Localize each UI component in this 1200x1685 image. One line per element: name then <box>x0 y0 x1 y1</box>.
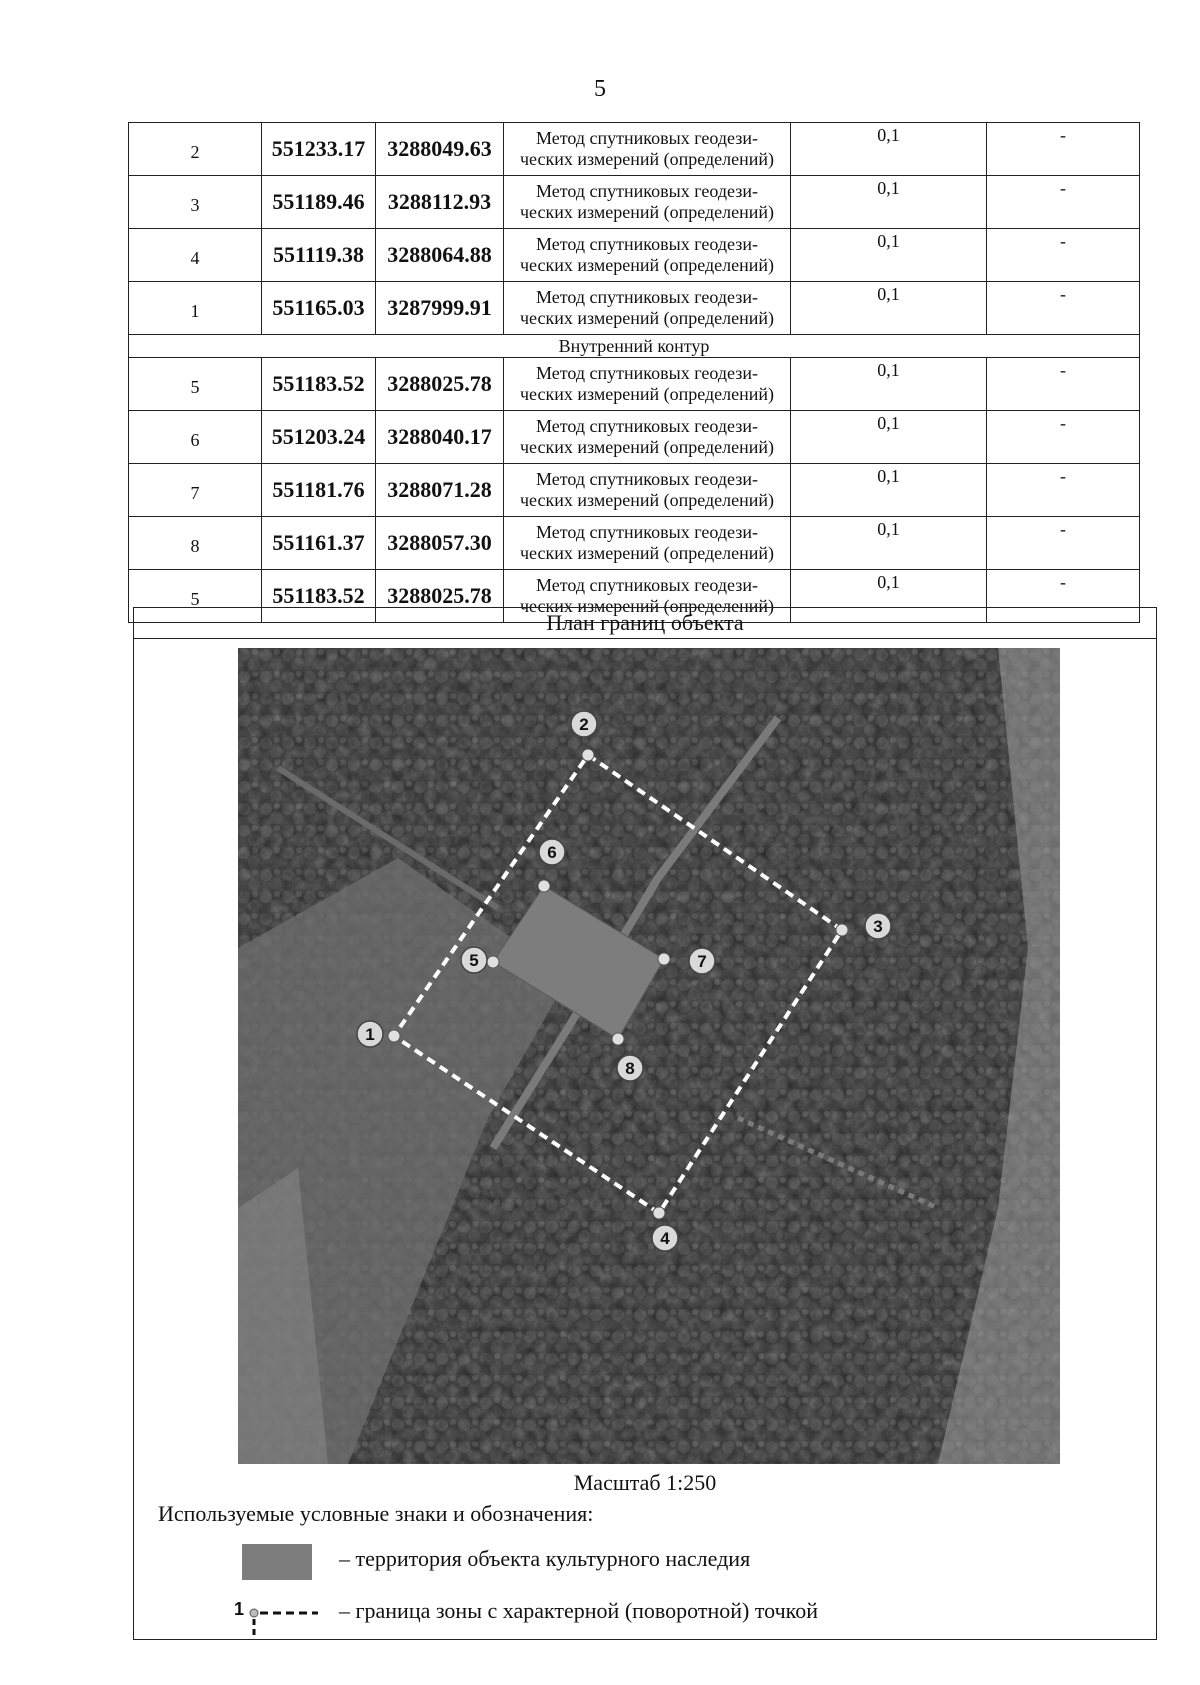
point-label-3 <box>865 913 891 939</box>
method-line-2: ческих измерений (определений) <box>519 255 774 275</box>
aerial-map-svg <box>238 648 1060 1464</box>
point-label-8-text: 8 <box>625 1059 635 1078</box>
method-line-2: ческих измерений (определений) <box>519 149 774 169</box>
method-cell <box>504 517 791 570</box>
method-line-1: Метод спутниковых геодези- <box>536 234 758 254</box>
table-row <box>129 464 1140 517</box>
accuracy-cell: 0,1 <box>791 464 987 517</box>
accuracy-cell: 0,1 <box>791 123 987 176</box>
accuracy-cell: 0,1 <box>791 229 987 282</box>
point-label-4 <box>652 1225 678 1251</box>
table-row <box>129 517 1140 570</box>
coord-x: 551183.52 <box>262 358 376 411</box>
point-label-1 <box>357 1021 383 1047</box>
method-line-2: ческих измерений (определений) <box>519 384 774 404</box>
corner-dot-8 <box>612 1033 624 1045</box>
point-number: 6 <box>129 411 262 464</box>
corner-dot-4 <box>653 1207 665 1219</box>
corner-dot-1 <box>388 1030 400 1042</box>
point-label-1-text: 1 <box>365 1025 375 1044</box>
section-row-inner-contour <box>129 335 1140 358</box>
legend-boundary-icon <box>230 1593 320 1641</box>
point-label-2 <box>571 711 597 737</box>
accuracy-cell: 0,1 <box>791 411 987 464</box>
point-label-7-text: 7 <box>697 952 707 971</box>
coord-x: 551233.17 <box>262 123 376 176</box>
point-label-6 <box>539 839 565 865</box>
accuracy-cell: 0,1 <box>791 282 987 335</box>
coord-x: 551183.52 <box>262 570 376 623</box>
point-label-7 <box>689 948 715 974</box>
point-label-2-text: 2 <box>579 715 589 734</box>
coord-x: 551181.76 <box>262 464 376 517</box>
coord-x: 551189.46 <box>262 176 376 229</box>
method-line-2: ческих измерений (определений) <box>519 543 774 563</box>
coord-y: 3288025.78 <box>376 570 504 623</box>
method-cell <box>504 282 791 335</box>
method-cell <box>504 176 791 229</box>
coord-y: 3288064.88 <box>376 229 504 282</box>
method-line-2: ческих измерений (определений) <box>519 490 774 510</box>
note-cell: - <box>987 517 1140 570</box>
corner-dot-7 <box>658 953 670 965</box>
table-row <box>129 411 1140 464</box>
method-cell <box>504 229 791 282</box>
point-label-5-text: 5 <box>469 951 479 970</box>
note-cell: - <box>987 229 1140 282</box>
table-row <box>129 282 1140 335</box>
table-row <box>129 229 1140 282</box>
scale-label: Масштаб 1:250 <box>573 1470 717 1495</box>
point-number: 2 <box>129 123 262 176</box>
corner-dot-5 <box>487 956 499 968</box>
method-line-1: Метод спутниковых геодези- <box>536 469 758 489</box>
point-label-5 <box>461 947 487 973</box>
method-line-2: ческих измерений (определений) <box>519 202 774 222</box>
method-line-1: Метод спутниковых геодези- <box>536 522 758 542</box>
note-cell: - <box>987 464 1140 517</box>
plan-title: План границ объекта <box>134 608 1156 639</box>
note-cell: - <box>987 411 1140 464</box>
method-cell <box>504 358 791 411</box>
note-cell: - <box>987 123 1140 176</box>
method-line-1: Метод спутниковых геодези- <box>536 363 758 383</box>
coordinates-table <box>128 122 1140 623</box>
coord-y: 3288049.63 <box>376 123 504 176</box>
point-number: 5 <box>129 358 262 411</box>
section-label: Внутренний контур <box>129 335 1140 358</box>
accuracy-cell: 0,1 <box>791 570 987 623</box>
table-row <box>129 358 1140 411</box>
corner-dot-2 <box>582 749 594 761</box>
corner-dot-6 <box>538 880 550 892</box>
method-line-2: ческих измерений (определений) <box>519 437 774 457</box>
coord-x: 551161.37 <box>262 517 376 570</box>
note-cell: - <box>987 570 1140 623</box>
point-number: 3 <box>129 176 262 229</box>
method-line-1: Метод спутниковых геодези- <box>536 416 758 436</box>
method-line-1: Метод спутниковых геодези- <box>536 287 758 307</box>
method-line-1: Метод спутниковых геодези- <box>536 128 758 148</box>
note-cell: - <box>987 176 1140 229</box>
point-label-3-text: 3 <box>873 917 883 936</box>
legend-territory-label: – территория объекта культурного наследия <box>339 1546 751 1571</box>
legend-boundary-icon-label: 1 <box>234 1599 245 1619</box>
coord-y: 3287999.91 <box>376 282 504 335</box>
method-cell <box>504 464 791 517</box>
aerial-photo <box>238 648 1060 1464</box>
table-row <box>129 176 1140 229</box>
point-label-8 <box>617 1055 643 1081</box>
point-label-6-text: 6 <box>547 843 557 862</box>
point-number: 1 <box>129 282 262 335</box>
table-row <box>129 123 1140 176</box>
point-number: 4 <box>129 229 262 282</box>
coord-y: 3288071.28 <box>376 464 504 517</box>
note-cell: - <box>987 358 1140 411</box>
method-line-1: Метод спутниковых геодези- <box>536 181 758 201</box>
accuracy-cell: 0,1 <box>791 358 987 411</box>
point-number: 7 <box>129 464 262 517</box>
coord-y: 3288112.93 <box>376 176 504 229</box>
coord-x: 551203.24 <box>262 411 376 464</box>
corner-dot-3 <box>836 924 848 936</box>
point-number: 5 <box>129 570 262 623</box>
plan-frame <box>133 607 1157 1640</box>
coord-y: 3288040.17 <box>376 411 504 464</box>
legend-title: Используемые условные знаки и обозначения: <box>158 1501 594 1526</box>
accuracy-cell: 0,1 <box>791 517 987 570</box>
coord-x: 551165.03 <box>262 282 376 335</box>
page-number: 5 <box>594 76 606 102</box>
method-line-1: Метод спутниковых геодези- <box>536 575 758 595</box>
accuracy-cell: 0,1 <box>791 176 987 229</box>
method-cell <box>504 411 791 464</box>
method-line-2: ческих измерений (определений) <box>519 596 774 616</box>
legend-territory-swatch <box>242 1544 312 1580</box>
coord-y: 3288057.30 <box>376 517 504 570</box>
coord-x: 551119.38 <box>262 229 376 282</box>
method-cell <box>504 123 791 176</box>
point-number: 8 <box>129 517 262 570</box>
note-cell: - <box>987 282 1140 335</box>
method-line-2: ческих измерений (определений) <box>519 308 774 328</box>
legend-boundary-label: – граница зоны с характерной (поворотной) точкой <box>339 1598 819 1623</box>
point-label-4-text: 4 <box>660 1229 670 1248</box>
coord-y: 3288025.78 <box>376 358 504 411</box>
